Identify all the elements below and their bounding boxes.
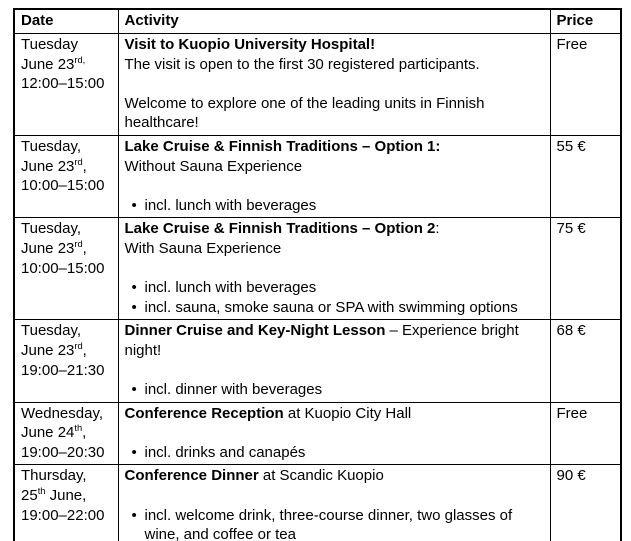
date-line [21,74,112,94]
date-line [21,321,112,341]
text-run: th [37,486,46,497]
price-text: 68 € [556,322,586,340]
price-cell [550,218,621,320]
text-run: rd [74,340,83,351]
activity-cell [118,320,550,402]
text-run: June, [45,487,87,505]
table-row [14,34,621,136]
bullet-icon: • [131,196,137,214]
bullet-item [132,443,544,463]
bullet-icon: • [131,443,137,461]
text-run: The visit is open to the first 30 registered participants. [124,55,480,73]
paragraph [125,35,544,55]
date-line [21,506,112,526]
table-row [14,218,621,320]
bold-run: Lake Cruise & Finnish Traditions – Option 2 [124,220,436,238]
bold-run: Dinner Cruise and Key-Night Lesson [124,322,386,340]
price-cell [550,320,621,402]
date-line [21,35,112,55]
price-cell [550,465,621,541]
paragraph [125,94,544,133]
text-run: With Sauna Experience [124,239,282,257]
bullet-icon: • [131,381,137,399]
bullet-icon: • [131,298,137,316]
activity-cell [118,135,550,217]
text-run: 19:00–20:30 [21,443,105,461]
activity-cell [118,465,550,541]
bullet-item [132,298,544,318]
text-run: rd [74,156,83,167]
activity-cell [118,34,550,136]
paragraph [125,321,544,360]
activity-cell [118,402,550,465]
date-line [21,423,112,443]
text-run: Without Sauna Experience [124,157,303,175]
superscript [74,239,82,249]
text-run: 12:00–15:00 [21,75,105,93]
date-line [21,137,112,157]
text-run: at Scandic Kuopio [258,467,384,485]
paragraph [125,404,544,424]
header-row [14,9,621,34]
date-cell [14,465,118,541]
text-run: Tuesday, [21,137,82,155]
text-run: June 23 [21,341,75,359]
date-line [21,486,112,506]
text-run: night! [124,341,162,359]
bullet-item [132,380,544,400]
text-run: wine, and coffee or tea [144,526,296,541]
date-line [21,361,112,381]
table-header [14,9,621,34]
text-run: June 24 [21,424,75,442]
superscript [74,55,85,65]
bullet-icon: • [131,506,137,524]
text-run: 10:00–15:00 [21,177,105,195]
text-run: healthcare! [124,114,199,132]
text-run: June 23 [21,55,75,73]
text-run: incl. lunch with beverages [144,196,317,214]
paragraph [125,239,544,259]
text-run: – Experience bright [385,322,519,340]
text-run: , [82,239,87,257]
text-run: , [82,341,87,359]
bold-run: Conference Dinner [124,467,259,485]
date-line [21,404,112,424]
table-body [14,34,621,541]
blank-line [125,486,544,506]
price-text: 75 € [556,220,586,238]
date-cell [14,34,118,136]
date-cell [14,320,118,402]
text-run: 25 [21,487,38,505]
text-run: incl. welcome drink, three-course dinner, two glasses of [144,506,513,524]
bullet-item [132,196,544,216]
date-line [21,466,112,486]
date-line [21,176,112,196]
text-run: Thursday, [21,467,87,485]
date-line [21,219,112,239]
bold-run: Lake Cruise & Finnish Traditions – Option 1: [124,137,441,155]
header-date: Date [14,9,118,34]
bullet-item [132,506,544,541]
text-run: at Kuopio City Hall [283,404,412,422]
blank-line [125,176,544,196]
text-run: June 23 [21,239,75,257]
price-cell [550,135,621,217]
text-run: June 23 [21,157,75,175]
events-table [13,8,622,541]
superscript [74,341,82,351]
header-activity: Activity [118,9,550,34]
text-run: , [82,157,87,175]
date-line [21,239,112,259]
date-cell [14,218,118,320]
text-run: incl. dinner with beverages [144,381,323,399]
paragraph [125,219,544,239]
blank-line [125,259,544,279]
superscript [74,423,82,433]
paragraph [125,55,544,75]
table-row [14,320,621,402]
text-run: Tuesday [21,36,78,53]
text-run: 19:00–22:00 [21,506,105,524]
blank-line [125,361,544,381]
price-cell [550,34,621,136]
text-run: 19:00–21:30 [21,361,105,379]
date-cell [14,402,118,465]
text-run: incl. drinks and canapés [144,443,306,461]
activity-cell [118,218,550,320]
date-line [21,55,112,75]
price-text: Free [556,36,588,53]
header-price: Price [550,9,621,34]
text-run: incl. sauna, smoke sauna or SPA with swimming options [144,298,518,316]
paragraph [125,137,544,157]
bold-run: Visit to Kuopio University Hospital! [124,36,376,53]
price-text: Free [556,404,588,422]
superscript [74,157,82,167]
text-run: rd [74,238,83,249]
text-run: , [82,424,87,442]
price-text: 90 € [556,467,586,485]
bullet-icon: • [131,279,137,297]
text-run: rd, [74,54,86,65]
date-cell [14,135,118,217]
date-line [21,157,112,177]
text-run: Wednesday, [21,404,103,422]
paragraph [125,157,544,177]
date-line [21,341,112,361]
blank-line [125,423,544,443]
table-row [14,135,621,217]
text-run: 10:00–15:00 [21,259,105,277]
text-run: : [435,220,440,238]
text-run: Tuesday, [21,220,82,238]
paragraph [125,466,544,486]
blank-line [125,74,544,94]
bold-run: Conference Reception [124,404,284,422]
date-line [21,259,112,279]
text-run: th [74,423,83,434]
price-text: 55 € [556,137,586,155]
table-row [14,402,621,465]
text-run: Welcome to explore one of the leading units in Finnish [124,94,485,112]
bullet-item [132,278,544,298]
table-row [14,465,621,541]
text-run: incl. lunch with beverages [144,279,317,297]
text-run: Tuesday, [21,322,82,340]
date-line [21,443,112,463]
price-cell [550,402,621,465]
